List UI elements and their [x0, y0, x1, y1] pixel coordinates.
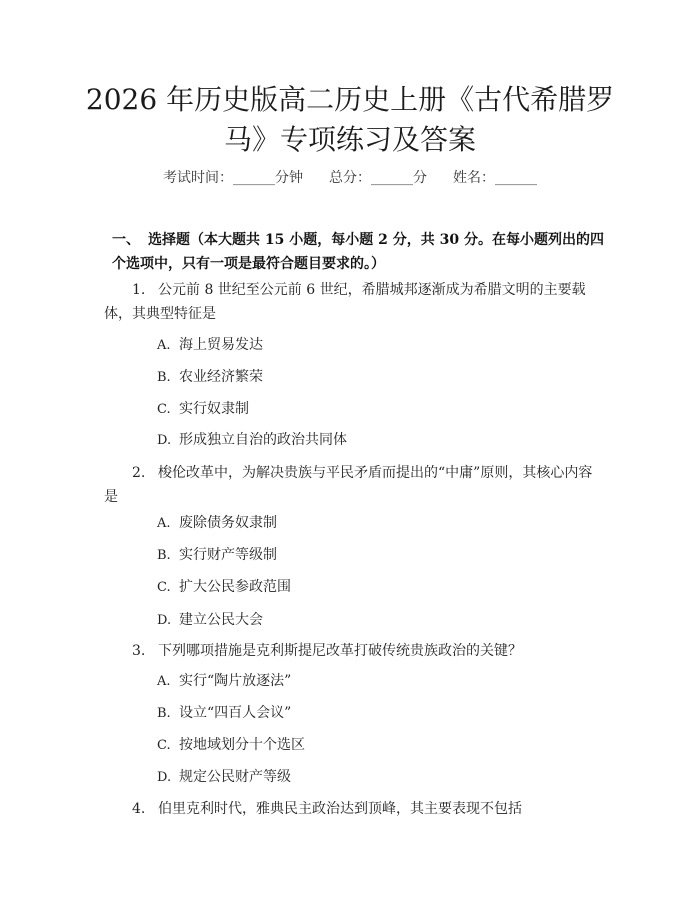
exam-info — [0, 167, 700, 187]
option-letter: A. — [157, 516, 171, 531]
q1-option-d — [157, 430, 347, 451]
document-title-line-2: 马》专项练习及答案 — [223, 123, 476, 156]
option-letter: D. — [157, 433, 172, 448]
document-title-line-1: 2026 年历史版高二历史上册《古代希腊罗 — [85, 83, 615, 116]
option-letter: C. — [157, 580, 171, 595]
q1-option-a — [157, 335, 263, 356]
option-text: 废除债务奴隶制 — [179, 515, 277, 531]
option-letter: A. — [157, 338, 171, 353]
exam-time-field: 考试时间：______分钟 — [163, 170, 303, 186]
option-letter: C. — [157, 738, 171, 753]
section-heading — [112, 228, 604, 276]
question-2 — [104, 461, 600, 509]
option-letter: D. — [157, 613, 172, 628]
q2-option-d — [157, 610, 263, 631]
option-text: 农业经济繁荣 — [179, 369, 263, 385]
q3-option-c — [157, 735, 305, 756]
option-text: 设立“四百人会议” — [179, 705, 292, 721]
option-text: 按地域划分十个选区 — [179, 737, 305, 753]
q3-option-b — [157, 703, 291, 724]
question-text: 伯里克利时代，雅典民主政治达到顶峰，其主要表现不包括 — [158, 801, 522, 817]
question-number: 4. — [132, 801, 146, 817]
option-text: 海上贸易发达 — [179, 337, 263, 353]
q2-option-a — [157, 513, 277, 534]
section-instructions: 选择题（本大题共 15 小题，每小题 2 分，共 30 分。在每小题列出的四个选项中，只有一项是最符合题目要求的。） — [112, 232, 604, 272]
option-letter: C. — [157, 402, 171, 417]
question-text: 公元前 8 世纪至公元前 6 世纪，希腊城邦逐渐成为希腊文明的主要载体，其典型特征是 — [104, 282, 586, 322]
q1-option-c — [157, 399, 249, 420]
question-3 — [104, 639, 600, 663]
exam-name-field: 姓名：______ — [453, 170, 537, 186]
option-text: 实行“陶片放逐法” — [179, 673, 292, 689]
option-text: 实行奴隶制 — [179, 401, 249, 417]
section-number: 一、 — [112, 232, 140, 248]
question-number: 3. — [132, 643, 146, 659]
q2-option-c — [157, 577, 291, 598]
option-letter: B. — [157, 706, 171, 721]
question-text: 下列哪项措施是克利斯提尼改革打破传统贵族政治的关键？ — [158, 643, 522, 659]
question-text: 梭伦改革中，为解决贵族与平民矛盾而提出的“中庸”原则，其核心内容是 — [104, 465, 593, 505]
exam-score-field: 总分：______分 — [329, 170, 427, 186]
q3-option-a — [157, 671, 291, 692]
question-4 — [104, 797, 600, 821]
option-letter: A. — [157, 674, 171, 689]
q2-option-b — [157, 545, 277, 566]
option-text: 建立公民大会 — [179, 612, 263, 628]
option-letter: B. — [157, 548, 171, 563]
question-1 — [104, 278, 600, 326]
option-text: 规定公民财产等级 — [179, 769, 291, 785]
question-number: 1. — [132, 282, 146, 298]
question-number: 2. — [132, 465, 146, 481]
option-letter: D. — [157, 770, 172, 785]
option-text: 形成独立自治的政治共同体 — [179, 432, 347, 448]
option-text: 扩大公民参政范围 — [179, 579, 291, 595]
q1-option-b — [157, 367, 263, 388]
q3-option-d — [157, 767, 291, 788]
option-text: 实行财产等级制 — [179, 547, 277, 563]
option-letter: B. — [157, 370, 171, 385]
